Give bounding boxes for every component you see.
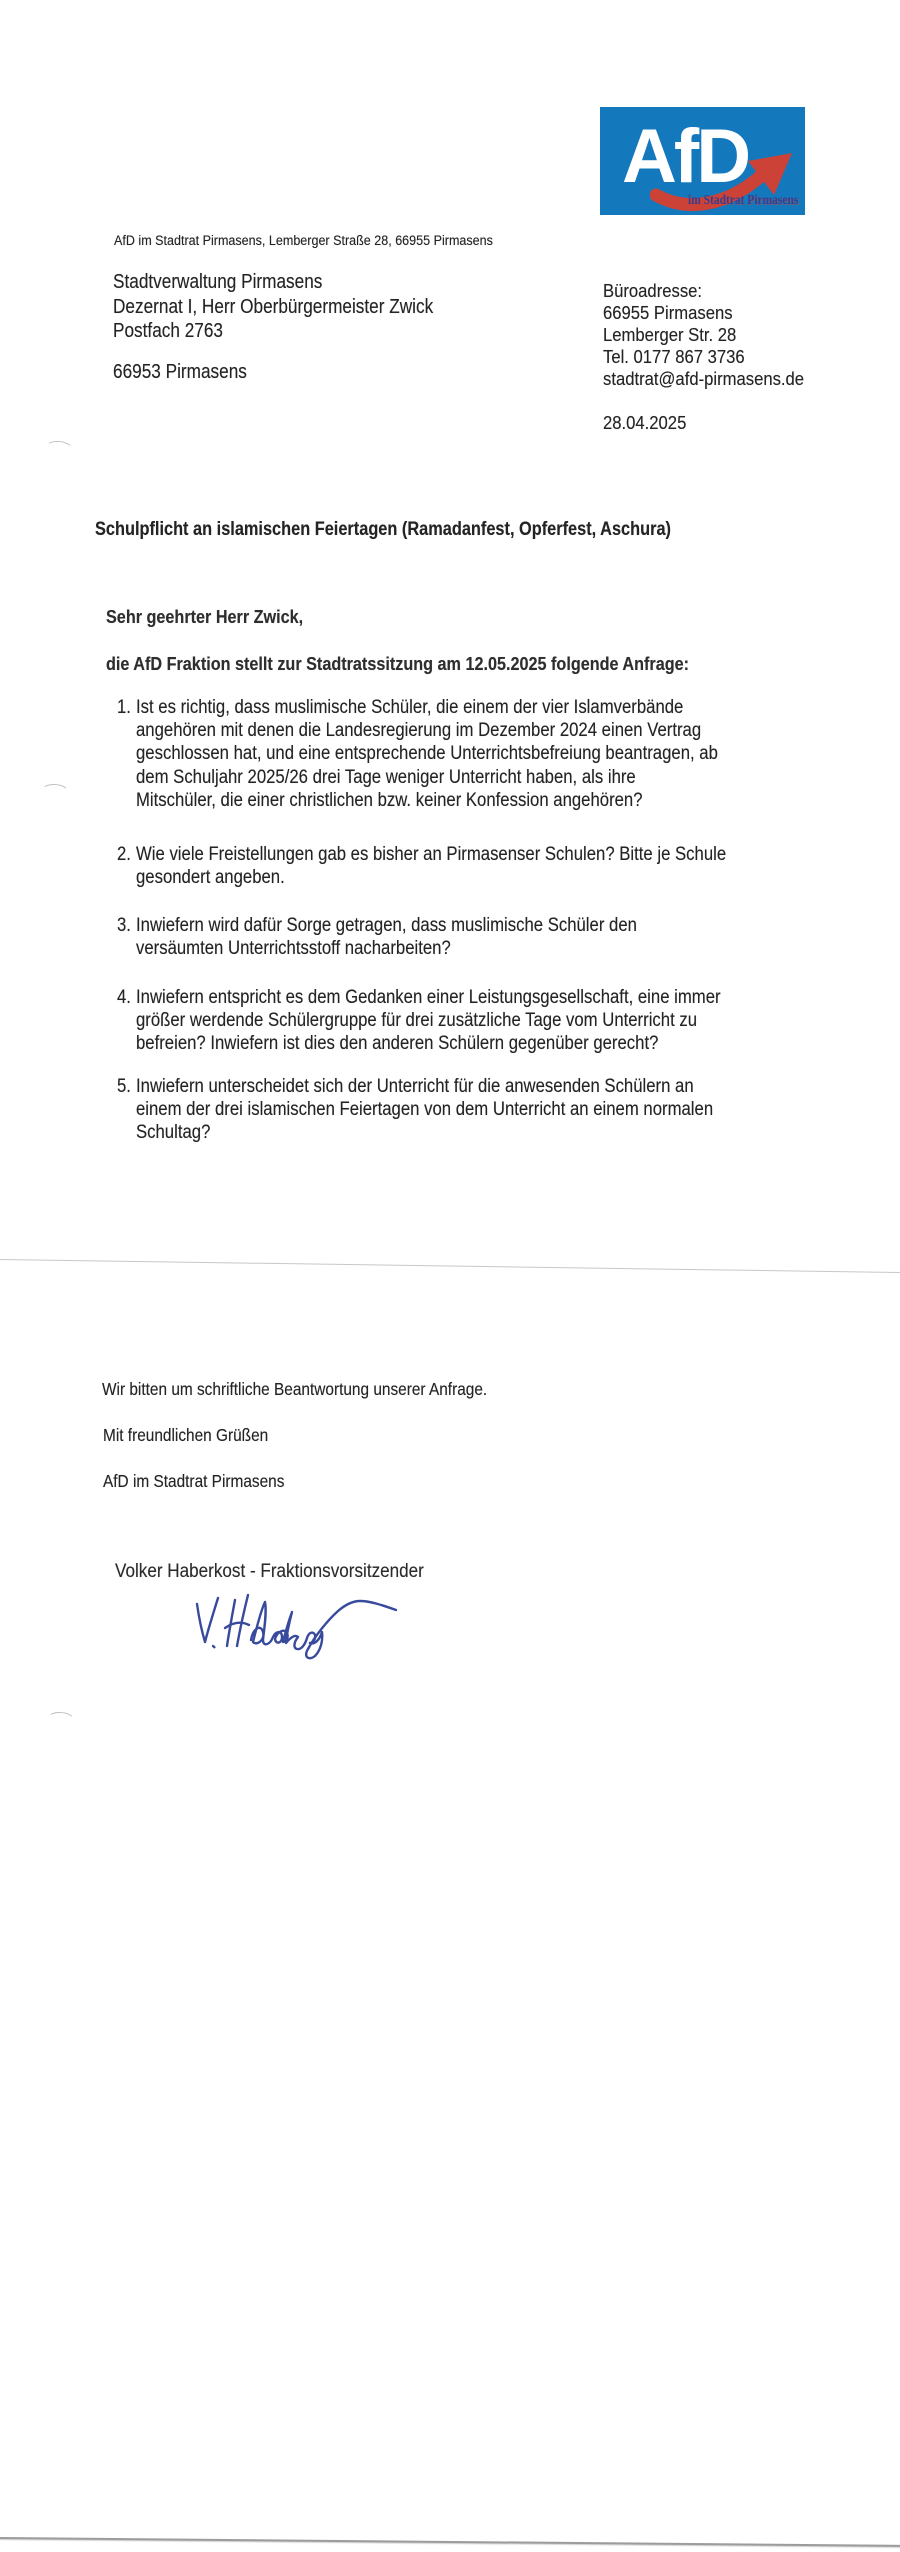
office-label: Büroadresse: — [603, 280, 703, 301]
punch-mark — [44, 440, 74, 459]
handwritten-signature-icon — [185, 1588, 401, 1670]
office-line: Tel. 0177 867 3736 — [603, 346, 745, 367]
office-line: stadtrat@afd-pirmasens.de — [603, 368, 805, 389]
question-line: einem der drei islamischen Feiertagen von dem Unterricht an einem normalen — [136, 1099, 714, 1121]
sender-line: AfD im Stadtrat Pirmasens, Lemberger Straße 28, 66955 Pirmasens — [114, 233, 493, 248]
question-line: geschlossen hat, und eine entsprechende Unterrichtsbefreiung beantragen, ab — [136, 743, 718, 765]
question-item — [117, 986, 800, 1056]
fold-crease — [0, 1259, 900, 1274]
question-number: 2. — [117, 844, 131, 865]
closing-org: AfD im Stadtrat Pirmasens — [103, 1471, 285, 1491]
recipient-city: 66953 Pirmasens — [113, 361, 247, 383]
question-line: angehören mit denen die Landesregierung im Dezember 2024 einen Vertrag — [136, 720, 702, 742]
office-address — [603, 280, 804, 390]
question-number: 4. — [117, 987, 131, 1008]
recipient-line: Stadtverwaltung Pirmasens — [113, 271, 323, 293]
punch-mark — [40, 783, 69, 801]
question-line: größer werdende Schülergruppe für drei zusätzliche Tage vom Unterricht zu — [136, 1010, 698, 1032]
office-line: 66955 Pirmasens — [603, 302, 733, 323]
recipient-line: Dezernat I, Herr Oberbürgermeister Zwick — [113, 295, 434, 318]
question-line: Wie viele Freistellungen gab es bisher an Pirmasenser Schulen? Bitte je Schule — [136, 844, 727, 865]
letter-date: 28.04.2025 — [603, 412, 687, 433]
question-line: Inwiefern unterscheidet sich der Unterricht für die anwesenden Schülern an — [136, 1076, 694, 1097]
question-number: 3. — [117, 915, 131, 936]
signer-name: Volker Haberkost - Fraktionsvorsitzender — [115, 1561, 424, 1582]
recipient-address — [113, 270, 433, 344]
question-line: dem Schuljahr 2025/26 drei Tage weniger Unterricht haben, als ihre — [136, 766, 636, 788]
question-number: 5. — [117, 1076, 131, 1097]
question-line: Schultag? — [136, 1122, 211, 1144]
question-item — [117, 696, 797, 812]
question-line: Ist es richtig, dass muslimische Schüler, die einem der vier Islamverbände — [136, 697, 684, 718]
question-item — [117, 914, 705, 960]
subject-line: Schulpflicht an islamischen Feiertagen (Ramadanfest, Opferfest, Aschura) — [95, 519, 671, 540]
page-bottom-edge — [0, 2537, 900, 2547]
office-line: Lemberger Str. 28 — [603, 324, 737, 345]
salutation: Sehr geehrter Herr Zwick, — [106, 607, 304, 627]
logo-subtext: im Stadtrat Pirmasens — [688, 193, 799, 208]
punch-mark — [46, 1711, 75, 1729]
question-line: Inwiefern wird dafür Sorge getragen, dass muslimische Schüler den — [136, 915, 637, 936]
question-line: gesondert angeben. — [136, 867, 285, 889]
question-line: Mitschüler, die einer christlichen bzw. keiner Konfession angehören? — [136, 789, 643, 811]
question-line: Inwiefern entspricht es dem Gedanken einer Leistungsgesellschaft, eine immer — [136, 987, 721, 1008]
afd-logo — [600, 107, 805, 215]
question-item — [117, 1075, 792, 1145]
closing-regards: Mit freundlichen Grüßen — [103, 1425, 269, 1445]
logo-text: AfD — [622, 114, 749, 199]
intro-line: die AfD Fraktion stellt zur Stadtratssitzung am 12.05.2025 folgende Anfrage: — [106, 654, 690, 674]
question-line: versäumten Unterrichtsstoff nacharbeiten? — [136, 938, 451, 960]
closing-request: Wir bitten um schriftliche Beantwortung unserer Anfrage. — [102, 1379, 488, 1399]
question-number: 1. — [117, 697, 131, 718]
question-item — [117, 843, 807, 889]
recipient-line: Postfach 2763 — [113, 320, 223, 342]
question-line: befreien? Inwiefern ist dies den anderen Schülern gegenüber gerecht? — [136, 1033, 659, 1055]
